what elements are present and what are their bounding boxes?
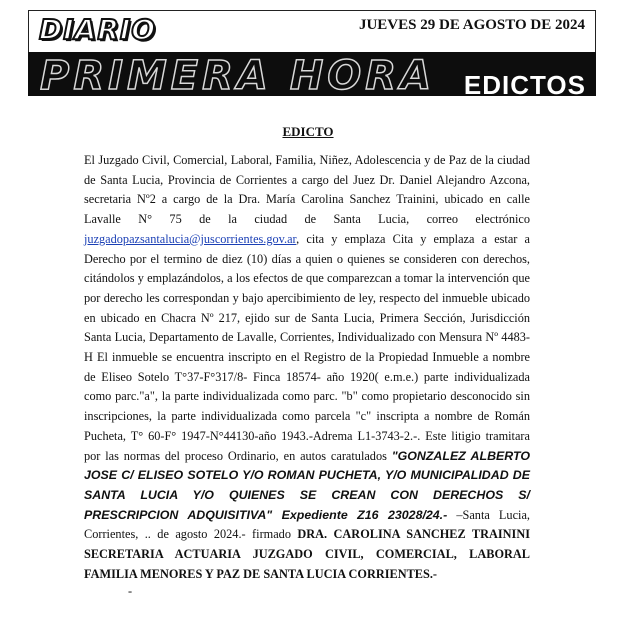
edict-body — [84, 151, 530, 598]
logo-diario: DIARIO — [39, 13, 157, 46]
document-title: EDICTO — [282, 124, 334, 139]
issue-date: JUEVES 29 DE AGOSTO DE 2024 — [358, 17, 585, 33]
signature-block: DRA. CAROLINA SANCHEZ TRAININI SECRETARIA ACTUARIA JUZGADO CIVIL, COMERCIAL, LABORAL FAMILIA MENORES Y PAZ DE SANTA LUCIA CORRIENTES.- — [84, 527, 530, 581]
masthead — [28, 10, 596, 96]
trailing-mark: - — [128, 584, 133, 599]
masthead-top-box — [28, 10, 596, 56]
closing-text: –Santa Lucia, Corrientes, .. de agosto 2024.- firmado — [84, 507, 530, 542]
court-email-link[interactable]: juzgadopazsantalucia@juscorrientes.gov.ar — [84, 231, 297, 246]
logo-primera-hora: PRIMERA HORA — [40, 53, 436, 96]
masthead-banner — [28, 52, 596, 96]
case-caption: "GONZALEZ ALBERTO JOSE C/ ELISEO SOTELO Y/O ROMAN PUCHETA, Y/O MUNICIPALIDAD DE SANTA LUCIA Y/O QUIENES SE CREAN CON DERECHOS S/ PRESCRIPCION ADQUISITIVA" Expediente Z16 23028/24.- — [84, 448, 530, 522]
edict-intro-text: El Juzgado Civil, Comercial, Laboral, Familia, Niñez, Adolescencia y de Paz de la ciudad de Santa Lucia, Provincia de Corrientes a cargo del Juez Dr. Daniel Alejandro Azcona, secretaria Nº2 a cargo de la Dra. María Carolina Sanchez Trainini, ubicado en calle Lavalle N° 75 de la ciudad de Santa Lucia, correo electrónico — [84, 153, 530, 227]
section-label: EDICTOS — [463, 70, 586, 96]
edict-main-text: , cita y emplaza Cita y emplaza a estar a Derecho por el termino de diez (10) días a quien o quienes se consideren con derechos, citándolos y emplazándolos, a los efectos de que comparezcan a tomar la intervención que por derecho les correspondan y bajo apercibimiento de ley, respecto del inmueble ubicado en ubicado en Chacra Nº 217, ejido sur de Santa Lucia, Primera Sección, Jurisdicción Santa Lucia, Departamento de Lavalle, Corrientes, Individualizado con Mensura Nº 4483-H El inmueble se encuentra inscripto en el Registro de la Propiedad Inmueble a nombre de Eliseo Sotelo T°37-F°317/8- Finca 18574- año 1920( e.m.e.) parte individualizada como parc."a", la parte individualizada como parc. "b" como propietario desconocido sin inscripciones, la parte individualizada como parcela "c" inscripta a nombre de Román Pucheta, T° 60-F° 1947-N°44130-año 1943.-Adrema L1-3743-2.-. Este litigio tramitara por las normas del proceso Ordinario, en autos caratulados — [84, 231, 530, 463]
